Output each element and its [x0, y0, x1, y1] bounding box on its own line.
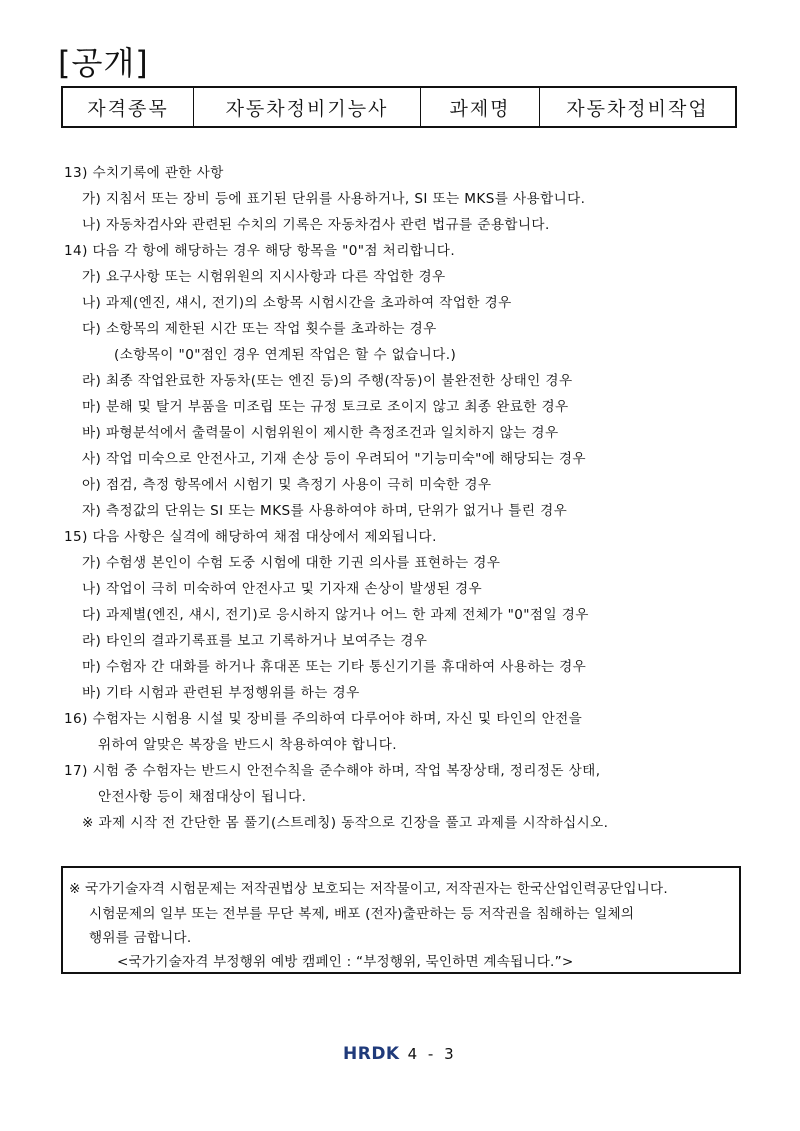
- public-label: [공개]: [58, 44, 149, 82]
- rule-line: 15) 다음 사항은 실격에 해당하여 채점 대상에서 제외됩니다.: [64, 529, 437, 545]
- exam-info-table: [61, 86, 737, 128]
- rule-line: (소항목이 "0"점인 경우 연계된 작업은 할 수 없습니다.): [114, 347, 457, 363]
- task-name-label: 과제명: [421, 87, 540, 127]
- rule-line: 가) 요구사항 또는 시험위원의 지시사항과 다른 작업한 경우: [82, 269, 446, 285]
- cert-type-value: 자동차정비기능사: [194, 87, 421, 127]
- rule-line: ※ 과제 시작 전 간단한 몸 풀기(스트레칭) 동작으로 긴장을 풀고 과제를 시작하십시오.: [82, 815, 609, 831]
- rule-line: 가) 지침서 또는 장비 등에 표기된 단위를 사용하거나, SI 또는 MKS를 사용합니다.: [82, 191, 586, 207]
- rule-line: 13) 수치기록에 관한 사항: [64, 165, 224, 181]
- rule-line: 다) 소항목의 제한된 시간 또는 작업 횟수를 초과하는 경우: [82, 321, 437, 337]
- rule-line: 가) 수험생 본인이 수험 도중 시험에 대한 기권 의사를 표현하는 경우: [82, 555, 501, 571]
- rule-line: 자) 측정값의 단위는 SI 또는 MKS를 사용하여야 하며, 단위가 없거나 틀린 경우: [82, 503, 568, 519]
- rule-line: 마) 수험자 간 대화를 하거나 휴대폰 또는 기타 통신기기를 휴대하여 사용하는 경우: [82, 659, 587, 675]
- copyright-notice-box: [61, 866, 741, 974]
- task-name-value: 자동차정비작업: [540, 87, 737, 127]
- campaign-line: <국가기술자격 부정행위 예방 캠페인 : “부정행위, 묵인하면 계속됩니다.”>: [117, 954, 574, 970]
- rule-line: 라) 타인의 결과기록표를 보고 기록하거나 보여주는 경우: [82, 633, 428, 649]
- cert-type-label: 자격종목: [62, 87, 194, 127]
- notice-line: ※ 국가기술자격 시험문제는 저작권법상 보호되는 저작물이고, 저작권자는 한국산업인력공단입니다.: [69, 881, 668, 897]
- rule-line: 16) 수험자는 시험용 시설 및 장비를 주의하여 다루어야 하며, 자신 및 타인의 안전을: [64, 711, 583, 727]
- rule-line: 안전사항 등이 채점대상이 됩니다.: [98, 789, 307, 805]
- rule-line: 아) 점검, 측정 항목에서 시험기 및 측정기 사용이 극히 미숙한 경우: [82, 477, 492, 493]
- rule-line: 나) 자동차검사와 관련된 수치의 기록은 자동차검사 관련 법규를 준용합니다.: [82, 217, 550, 233]
- rule-line: 바) 기타 시험과 관련된 부정행위를 하는 경우: [82, 685, 360, 701]
- rule-line: 사) 작업 미숙으로 안전사고, 기재 손상 등이 우려되어 "기능미숙"에 해당되는 경우: [82, 451, 586, 467]
- page-footer: [343, 1044, 457, 1064]
- rule-line: 나) 과제(엔진, 섀시, 전기)의 소항목 시험시간을 초과하여 작업한 경우: [82, 295, 512, 311]
- rule-line: 다) 과제별(엔진, 섀시, 전기)로 응시하지 않거나 어느 한 과제 전체가 "0"점일 경우: [82, 607, 589, 623]
- rule-line: 14) 다음 각 항에 해당하는 경우 해당 항목을 "0"점 처리합니다.: [64, 243, 456, 259]
- hrdk-logo: HRDK: [343, 1044, 400, 1064]
- rule-line: 17) 시험 중 수험자는 반드시 안전수칙을 준수해야 하며, 작업 복장상태, 정리정돈 상태,: [64, 763, 601, 779]
- notice-line: 행위를 금합니다.: [89, 930, 192, 946]
- rule-line: 위하여 알맞은 복장을 반드시 착용하여야 합니다.: [98, 737, 397, 753]
- rule-line: 바) 파형분석에서 출력물이 시험위원이 제시한 측정조건과 일치하지 않는 경우: [82, 425, 559, 441]
- rule-line: 마) 분해 및 탈거 부품을 미조립 또는 규정 토크로 조이지 않고 최종 완료한 경우: [82, 399, 569, 415]
- page-number: 4 - 3: [407, 1045, 457, 1063]
- notice-line: 시험문제의 일부 또는 전부를 무단 복제, 배포 (전자)출판하는 등 저작권을 침해하는 일체의: [89, 906, 635, 922]
- rule-line: 라) 최종 작업완료한 자동차(또는 엔진 등)의 주행(작동)이 불완전한 상태인 경우: [82, 373, 573, 389]
- rule-line: 나) 작업이 극히 미숙하여 안전사고 및 기자재 손상이 발생된 경우: [82, 581, 483, 597]
